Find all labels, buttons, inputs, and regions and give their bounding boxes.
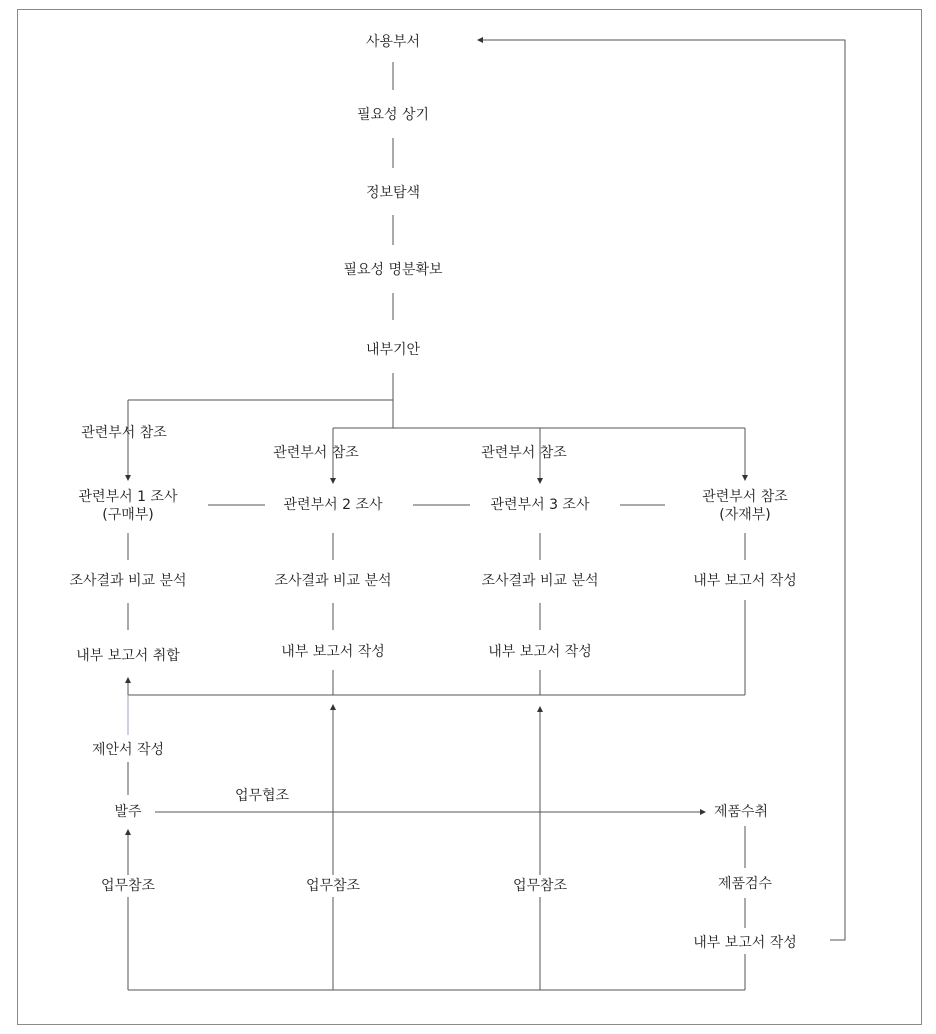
node-need-raised: 필요성 상기 bbox=[351, 104, 435, 126]
node-survey2: 관련부서 2 조사 bbox=[278, 494, 389, 516]
node-ref4-line1: 관련부서 참조 bbox=[702, 489, 788, 505]
node-compare3: 조사결과 비교 분석 bbox=[475, 570, 604, 592]
node-inspect: 제품검수 bbox=[712, 873, 778, 895]
node-survey1-line2: (구매부) bbox=[102, 507, 154, 523]
label-work-ref2: 업무참조 bbox=[300, 875, 366, 897]
node-report4: 내부 보고서 작성 bbox=[687, 570, 803, 592]
label-work-ref3: 업무참조 bbox=[507, 875, 573, 897]
label-cooperation: 업무협조 bbox=[234, 788, 290, 804]
node-user-dept: 사용부서 bbox=[360, 31, 426, 53]
label-ref-mid2: 관련부서 참조 bbox=[481, 445, 567, 461]
node-compare2: 조사결과 비교 분석 bbox=[268, 570, 397, 592]
node-report-merge: 내부 보고서 취합 bbox=[70, 645, 186, 667]
node-survey1-line1: 관련부서 1 조사 bbox=[78, 489, 178, 505]
node-survey3: 관련부서 3 조사 bbox=[485, 494, 596, 516]
label-ref-mid1: 관련부서 참조 bbox=[273, 445, 359, 461]
node-proposal: 제안서 작성 bbox=[86, 739, 170, 761]
node-need-justify: 필요성 명분확보 bbox=[337, 259, 448, 281]
node-order: 발주 bbox=[108, 801, 147, 823]
label-work-ref1: 업무참조 bbox=[95, 875, 161, 897]
label-ref-left: 관련부서 참조 bbox=[81, 425, 167, 441]
node-survey1 bbox=[73, 486, 184, 526]
node-report3: 내부 보고서 작성 bbox=[482, 641, 598, 663]
node-ref4 bbox=[696, 486, 794, 526]
node-final-report: 내부 보고서 작성 bbox=[687, 932, 803, 954]
node-info-search: 정보탐색 bbox=[360, 182, 426, 204]
node-compare1: 조사결과 비교 분석 bbox=[63, 570, 192, 592]
node-report2: 내부 보고서 작성 bbox=[275, 641, 391, 663]
node-ref4-line2: (자재부) bbox=[719, 507, 771, 523]
node-internal-draft: 내부기안 bbox=[360, 339, 426, 361]
node-receive: 제품수취 bbox=[712, 801, 774, 823]
